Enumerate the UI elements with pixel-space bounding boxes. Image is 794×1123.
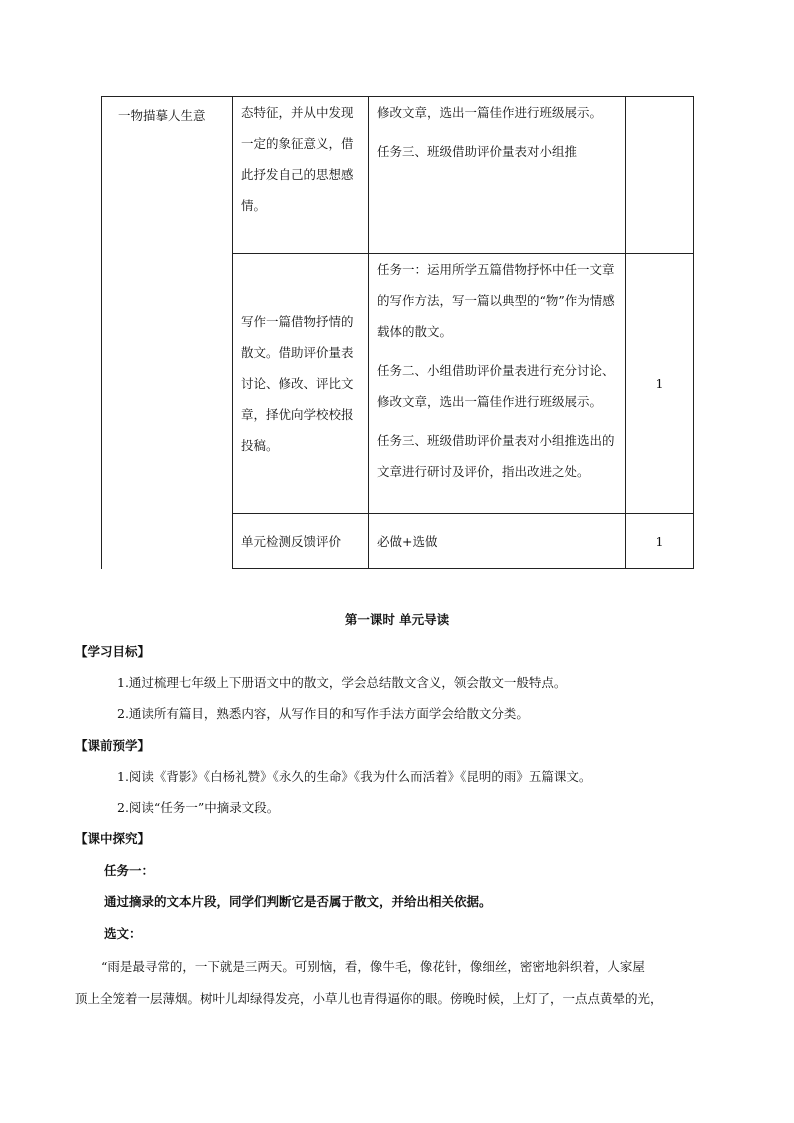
hours-cell: 1 <box>626 514 694 569</box>
section-heading: 【学习目标】 <box>75 644 151 659</box>
goal-text: 写作一篇借物抒情的散文。借助评价量表讨论、修改、评比文章，择优向学校校报投稿。 <box>241 314 354 453</box>
excerpt-label: 选文： <box>104 926 142 941</box>
task-cell: 必做+选做 <box>369 514 626 569</box>
goal-item: 2.通读所有篇目，熟悉内容，从写作目的和写作手法方面学会给散文分类。 <box>117 706 529 721</box>
goal-text: 态特征，并从中发现一定的象征意义，借此抒发自己的思想感情。 <box>241 105 354 213</box>
goal-item: 1.通过梳理七年级上下册语文中的散文，学会总结散文含义，领会散文一般特点。 <box>117 675 567 690</box>
task-text: 任务三、班级借助评价量表对小组推 <box>377 144 578 159</box>
task-text: 任务一：运用所学五篇借物抒怀中任一文章的写作方法，写一篇以典型的“物”作为情感载体的散文。 <box>377 262 615 339</box>
task-text: 任务二、小组借助评价量表进行充分讨论、修改文章，选出一篇佳作进行班级展示。 <box>377 363 615 409</box>
task-label: 任务一： <box>104 863 155 878</box>
preview-item: 1.阅读《背影》《白杨礼赞》《永久的生命》《我为什么而活着》《昆明的雨》五篇课文。 <box>117 769 592 784</box>
task-description: 通过摘录的文本片段，同学们判断它是否属于散文，并给出相关依据。 <box>104 894 492 909</box>
excerpt-text: “雨是最寻常的，一下就是三两天。可别恼，看，像牛毛，像花针，像细丝，密密地斜织着，人家屋 <box>101 959 645 974</box>
task-cell <box>369 97 626 254</box>
task-text: 修改文章，选出一篇佳作进行班级展示。 <box>377 105 603 120</box>
goal-cell: 单元检测反馈评价 <box>233 514 369 569</box>
excerpt-text: 顶上全笼着一层薄烟。树叶儿却绿得发亮，小草儿也青得逼你的眼。傍晚时候，上灯了，一点点黄晕的光， <box>75 991 663 1006</box>
task-text: 任务三、班级借助评价量表对小组推选出的文章进行研讨及评价，指出改进之处。 <box>377 433 615 479</box>
goal-cell <box>233 97 369 254</box>
theme-cell: 一物描摹人生意 <box>102 97 233 569</box>
task-cell <box>369 254 626 514</box>
goal-cell <box>233 254 369 514</box>
section-heading: 【课中探究】 <box>75 831 151 846</box>
hours-cell: 1 <box>626 254 694 514</box>
lesson-title: 第一课时 单元导读 <box>344 612 450 627</box>
section-heading: 【课前预学】 <box>75 738 151 753</box>
hours-cell <box>626 97 694 254</box>
preview-item: 2.阅读“任务一”中摘录文段。 <box>117 800 280 815</box>
lesson-plan-table <box>101 96 694 569</box>
